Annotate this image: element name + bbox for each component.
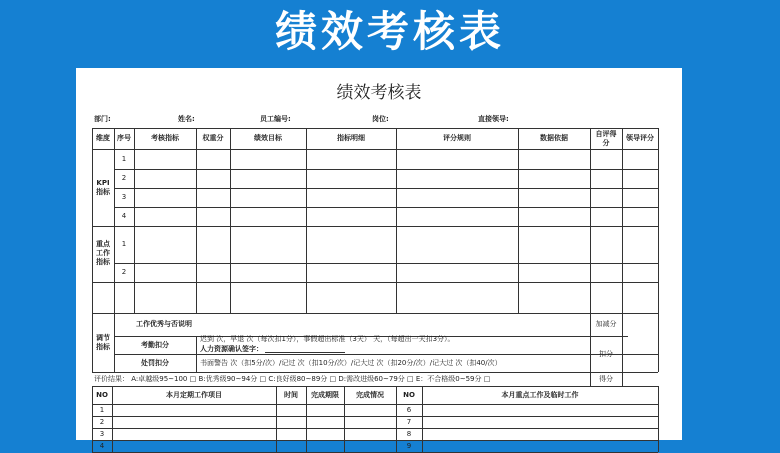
task-row-number: 4 — [99, 441, 105, 450]
grid-vline — [230, 128, 231, 313]
column-header-5: 指标明细 — [337, 134, 365, 142]
field-name: 姓名: — [178, 115, 195, 123]
kpi-row-number: 2 — [121, 174, 127, 182]
column-header-0: 维度 — [96, 134, 110, 142]
banner — [0, 0, 780, 66]
task-row-number: 1 — [99, 405, 105, 414]
grid-hline — [92, 149, 658, 150]
score-label: 得分 — [599, 374, 613, 383]
grid-hline — [92, 428, 658, 429]
grid-vline — [622, 372, 623, 386]
task-row-number: 3 — [99, 429, 105, 438]
task-row-number: 2 — [99, 417, 105, 426]
column-header-1: 序号 — [117, 134, 131, 142]
kpi-label: KPI 指标 — [96, 179, 110, 196]
column-header-6: 评分规则 — [443, 134, 471, 142]
form-title: 绩效考核表 — [336, 83, 422, 103]
column-header-2: 考核指标 — [151, 134, 179, 142]
hr-signature-label: 人力资源确认签字： — [200, 344, 400, 354]
evaluation-result: 评价结果： A:卓越级95~100 □ B:优秀级90~94分 □ C:良好级80~89分 □ D:需改进级60~79分 □ E：不合格级0~59分 □ — [94, 374, 491, 383]
field-employee-id: 员工编号: — [260, 115, 291, 123]
field-position: 岗位: — [372, 115, 389, 123]
grid-vline — [590, 128, 591, 313]
column-header-4: 绩效目标 — [254, 134, 282, 142]
column-header-7: 数据依据 — [540, 134, 568, 142]
deduct-label: 扣分 — [599, 349, 613, 358]
banner-title: 绩效考核表 — [274, 7, 505, 56]
attendance-text: 迟到 次，早退 次（每次扣1分），事假超出标准（3天） 天，（每超出一天扣3分）。 — [200, 334, 455, 343]
task-header-2: 时间 — [284, 390, 298, 399]
field-supervisor: 直接领导: — [478, 115, 509, 123]
grid-vline — [658, 128, 659, 372]
focus-row-number: 1 — [121, 240, 127, 248]
grid-vline — [518, 128, 519, 313]
form-sheet — [76, 68, 682, 450]
grid-vline — [658, 386, 659, 452]
grid-vline — [134, 128, 135, 313]
focus-row-number: 2 — [121, 268, 127, 276]
task-header-1: 本月定期工作项目 — [166, 390, 222, 399]
excellent-label: 工作优秀与否说明 — [136, 320, 192, 328]
kpi-row-number: 4 — [121, 212, 127, 220]
kpi-row-number: 1 — [121, 154, 127, 163]
grid-vline — [196, 336, 197, 372]
task-header-5: NO — [403, 390, 415, 399]
field-department: 部门: — [94, 115, 111, 123]
adjust-label: 调节 指标 — [96, 334, 110, 351]
focus-label: 重点 工作 指标 — [96, 239, 110, 266]
signature-line[interactable] — [265, 345, 345, 353]
grid-hline — [92, 282, 658, 283]
task-header-3: 完成期限 — [311, 390, 339, 399]
grid-hline — [92, 226, 658, 227]
task-header-4: 完成情况 — [356, 390, 384, 399]
column-header-3: 权重分 — [202, 134, 224, 142]
grid-vline — [622, 128, 623, 313]
grid-hline — [92, 404, 658, 405]
task-row-number-right: 8 — [406, 429, 412, 438]
penalty-label: 处罚扣分 — [141, 358, 169, 367]
grid-vline — [196, 128, 197, 313]
task-row-number-right: 6 — [406, 405, 412, 414]
task-row-number-right: 9 — [406, 441, 412, 450]
penalty-text: 书面警告 次（扣5分/次）/记过 次（扣10分/次）/记大过 次（扣20分/次）/记大过 次（扣40/次） — [200, 358, 502, 367]
attendance-label: 考勤扣分 — [141, 340, 169, 349]
column-header-8: 自评得 分 — [595, 129, 617, 147]
bonus-label: 加减分 — [595, 320, 617, 328]
grid-vline — [622, 313, 623, 372]
task-header-0: NO — [96, 390, 108, 399]
task-row-number-right: 7 — [406, 417, 412, 426]
grid-hline — [92, 440, 658, 441]
grid-vline — [306, 128, 307, 313]
column-header-9: 领导评分 — [626, 134, 654, 142]
kpi-row-number: 3 — [121, 193, 127, 201]
grid-vline — [396, 128, 397, 313]
grid-hline — [92, 416, 658, 417]
task-header-6: 本月重点工作及临时工作 — [501, 390, 579, 399]
